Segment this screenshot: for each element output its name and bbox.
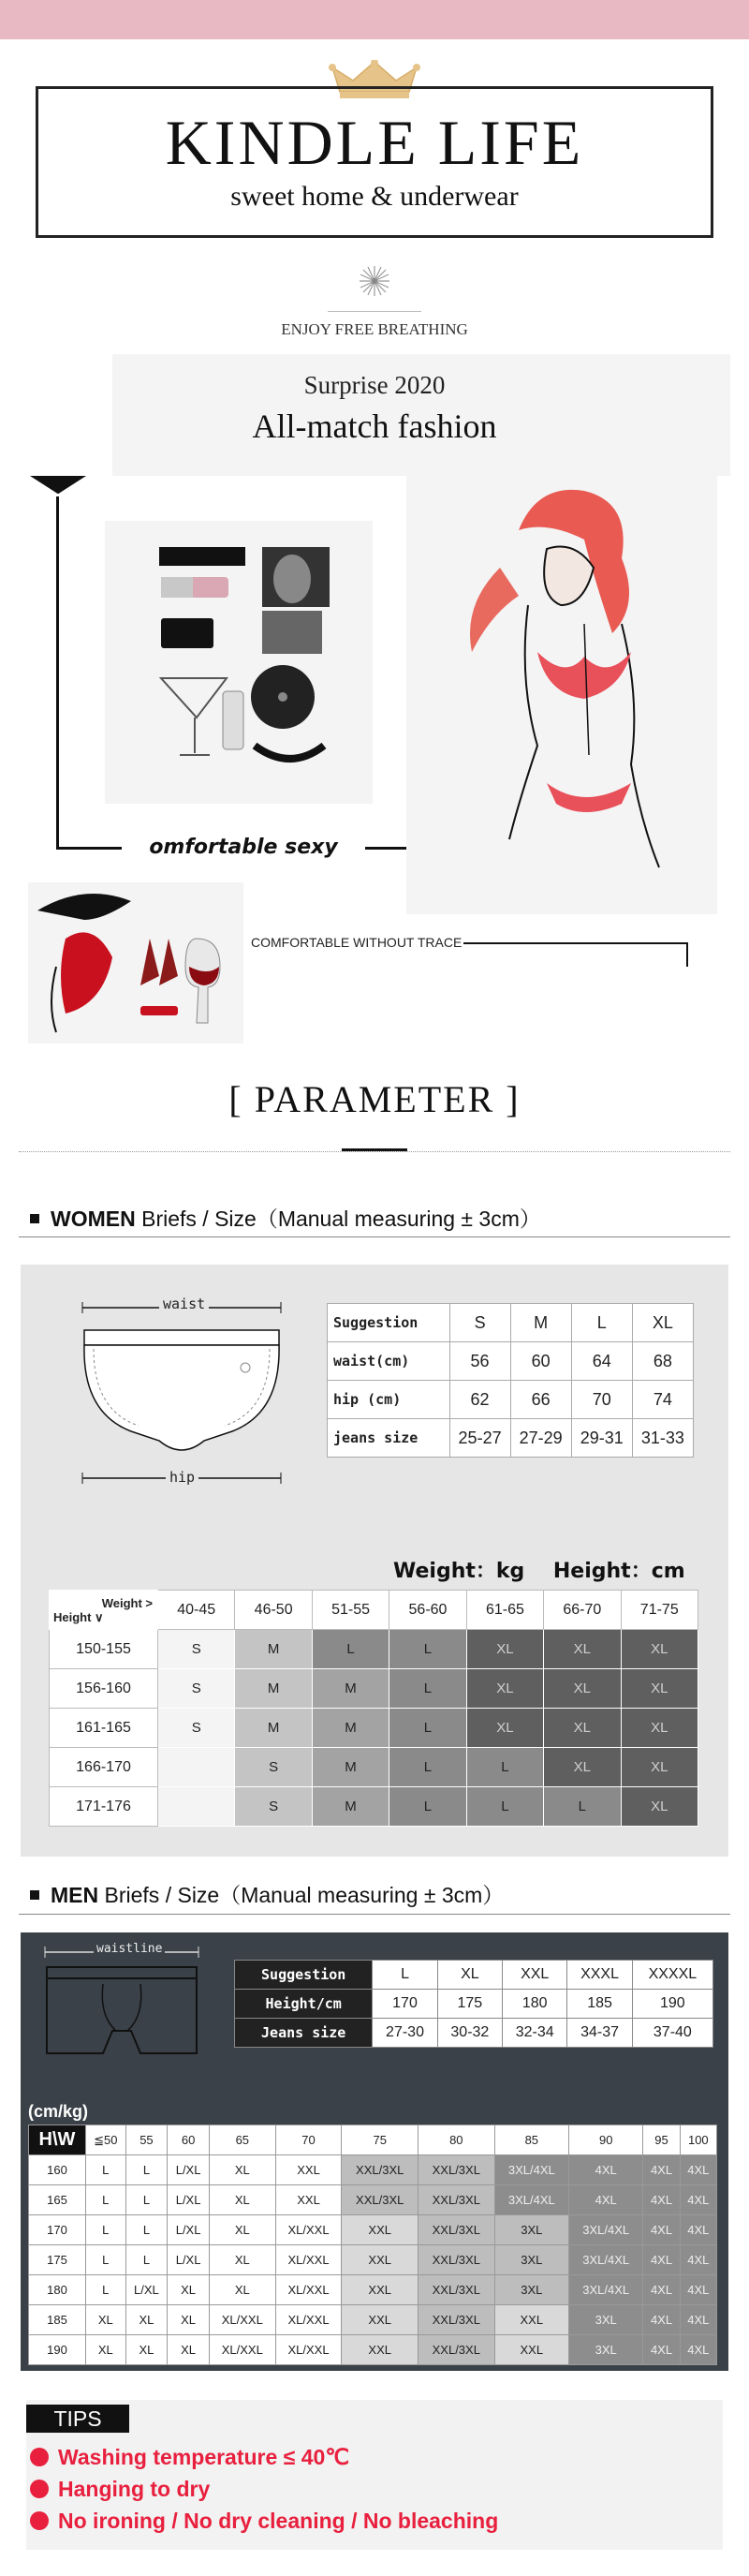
product-collage-art — [105, 521, 373, 804]
grid-height-cell: 150-155 — [50, 1630, 158, 1669]
grid-size-cell: L — [312, 1630, 389, 1669]
table-cell: 74 — [632, 1381, 693, 1419]
table-cell: 70 — [571, 1381, 632, 1419]
table-cell: 31-33 — [632, 1419, 693, 1458]
grid-weight-header: 70 — [275, 2125, 342, 2155]
grid-size-cell: XXL/3XL — [419, 2215, 495, 2245]
grid-size-cell: 4XL — [643, 2275, 680, 2305]
table-header-cell: S — [449, 1304, 510, 1342]
divider — [19, 1151, 730, 1152]
grid-size-cell: XL — [621, 1669, 698, 1709]
grid-height-cell: 185 — [29, 2305, 86, 2335]
divider — [19, 1236, 730, 1237]
table-row — [328, 1381, 694, 1419]
grid-size-cell: XL — [544, 1709, 621, 1748]
men-heading-rest: Briefs / Size（Manual measuring ± 3cm） — [98, 1883, 505, 1907]
grid-size-cell: 4XL — [569, 2185, 643, 2215]
grid-row — [50, 1669, 698, 1709]
grid-size-cell: XL — [621, 1709, 698, 1748]
grid-size-cell: XL — [544, 1630, 621, 1669]
grid-size-cell: XL — [544, 1748, 621, 1787]
table-header-cell: M — [510, 1304, 571, 1342]
grid-size-cell: XL — [466, 1630, 543, 1669]
grid-size-cell: 4XL — [680, 2275, 716, 2305]
grid-size-cell: XXL/3XL — [342, 2185, 419, 2215]
women-brief-diagram — [75, 1291, 290, 1497]
grid-row — [29, 2245, 717, 2275]
bullet-icon — [30, 1890, 39, 1900]
grid-size-cell — [158, 1787, 235, 1827]
divider — [19, 1914, 730, 1915]
grid-size-cell: 4XL — [643, 2335, 680, 2365]
grid-height-cell: 161-165 — [50, 1709, 158, 1748]
grid-size-cell: L/XL — [168, 2245, 210, 2275]
grid-size-cell: XL — [621, 1630, 698, 1669]
hip-label: hip — [166, 1469, 198, 1486]
grid-size-cell: 3XL — [569, 2305, 643, 2335]
bikini-icon — [28, 472, 88, 496]
table-header-cell: L — [373, 1961, 437, 1990]
grid-size-cell: XXL — [342, 2305, 419, 2335]
table-cell: 30-32 — [437, 2019, 502, 2048]
grid-weight-header: 61-65 — [466, 1591, 543, 1630]
grid-weight-header: 46-50 — [235, 1591, 312, 1630]
grid-size-cell: XL — [209, 2275, 275, 2305]
grid-size-cell: XL — [621, 1787, 698, 1827]
bullet-icon — [30, 2511, 49, 2530]
grid-size-cell: S — [158, 1709, 235, 1748]
grid-weight-header: 40-45 — [158, 1591, 235, 1630]
tagline: ENJOY FREE BREATHING — [281, 320, 468, 338]
grid-header-row — [50, 1591, 698, 1630]
brand-frame — [36, 86, 713, 238]
men-brief-diagram — [37, 1941, 206, 2072]
grid-size-cell: 3XL/4XL — [569, 2275, 643, 2305]
grid-size-cell: 4XL — [680, 2305, 716, 2335]
table-header-cell: XXXXL — [632, 1961, 712, 1990]
grid-row — [50, 1787, 698, 1827]
men-grid-unit: (cm/kg) — [28, 2102, 89, 2121]
women-heading-rest: Briefs / Size（Manual measuring ± 3cm） — [135, 1207, 541, 1231]
grid-size-cell: S — [235, 1787, 312, 1827]
grid-height-cell: 160 — [29, 2155, 86, 2185]
grid-size-cell: L — [86, 2155, 126, 2185]
table-cell: 27-30 — [373, 2019, 437, 2048]
divider — [328, 311, 421, 312]
grid-size-cell: XXL/3XL — [342, 2155, 419, 2185]
grid-weight-header: 66-70 — [544, 1591, 621, 1630]
bullet-icon — [30, 1214, 39, 1223]
grid-size-cell: XL — [621, 1748, 698, 1787]
frame-line — [365, 847, 408, 850]
grid-size-cell: XL — [125, 2335, 168, 2365]
bullet-icon — [30, 2480, 49, 2498]
grid-weight-header: 55 — [125, 2125, 168, 2155]
grid-size-cell: XL/XXL — [275, 2215, 342, 2245]
grid-weight-header: 65 — [209, 2125, 275, 2155]
grid-height-cell: 190 — [29, 2335, 86, 2365]
table-header-cell: XXL — [503, 1961, 567, 1990]
grid-size-cell — [158, 1748, 235, 1787]
table-cell: 66 — [510, 1381, 571, 1419]
frame-line — [56, 496, 59, 849]
grid-size-cell: L/XL — [125, 2275, 168, 2305]
grid-weight-header: ≦50 — [86, 2125, 126, 2155]
tag-comfortable-without-trace: COMFORTABLE WITHOUT TRACE — [251, 935, 463, 950]
grid-size-cell: XXL/3XL — [419, 2335, 495, 2365]
grid-height-cell: 165 — [29, 2185, 86, 2215]
grid-size-cell: XXL/3XL — [419, 2185, 495, 2215]
grid-size-cell: XL — [168, 2275, 210, 2305]
grid-size-cell: L — [389, 1669, 466, 1709]
table-cell: waist(cm) — [328, 1342, 450, 1381]
promo-line-1: Surprise 2020 — [303, 371, 446, 399]
grid-row — [50, 1709, 698, 1748]
grid-size-cell: XL — [168, 2305, 210, 2335]
table-cell: 68 — [632, 1342, 693, 1381]
grid-size-cell: XXL — [275, 2155, 342, 2185]
grid-size-cell: L — [544, 1787, 621, 1827]
grid-size-cell: XXL — [342, 2215, 419, 2245]
grid-row — [29, 2185, 717, 2215]
grid-size-cell: 4XL — [569, 2155, 643, 2185]
grid-row — [29, 2155, 717, 2185]
accessories-art — [28, 882, 243, 1044]
grid-size-cell: 3XL — [494, 2275, 568, 2305]
grid-size-cell: XL — [209, 2215, 275, 2245]
table-cell: 32-34 — [503, 2019, 567, 2048]
model-sketch-art — [406, 465, 717, 914]
grid-size-cell: L — [86, 2245, 126, 2275]
grid-size-cell: XXL — [342, 2245, 419, 2275]
table-cell: 25-27 — [449, 1419, 510, 1458]
table-header-cell: Suggestion — [328, 1304, 450, 1342]
women-size-grid — [49, 1590, 698, 1827]
grid-size-cell: XXL — [494, 2305, 568, 2335]
grid-size-cell: XL/XXL — [275, 2275, 342, 2305]
grid-row — [29, 2215, 717, 2245]
table-cell: 60 — [510, 1342, 571, 1381]
grid-size-cell: 4XL — [643, 2215, 680, 2245]
grid-size-cell: XXL — [494, 2335, 568, 2365]
grid-size-cell: 4XL — [643, 2155, 680, 2185]
grid-size-cell: XL — [86, 2335, 126, 2365]
grid-size-cell: 4XL — [643, 2305, 680, 2335]
table-cell: 62 — [449, 1381, 510, 1419]
grid-size-cell: 3XL — [494, 2215, 568, 2245]
table-cell: Jeans size — [235, 2019, 373, 2048]
grid-size-cell: M — [235, 1669, 312, 1709]
grid-corner-cell — [50, 1591, 158, 1630]
frame-line — [463, 942, 688, 944]
grid-size-cell: L/XL — [168, 2155, 210, 2185]
grid-row — [29, 2275, 717, 2305]
grid-size-cell: XL — [209, 2155, 275, 2185]
table-cell: 27-29 — [510, 1419, 571, 1458]
table-cell: Height/cm — [235, 1990, 373, 2019]
grid-weight-header: 80 — [419, 2125, 495, 2155]
grid-size-cell: 4XL — [680, 2185, 716, 2215]
frame-line — [686, 942, 688, 967]
table-header-cell: XXXL — [567, 1961, 632, 1990]
grid-weight-header: 100 — [680, 2125, 716, 2155]
tip-item — [30, 2509, 498, 2534]
grid-size-cell: XL/XXL — [275, 2305, 342, 2335]
grid-corner-cell: H\W — [29, 2125, 86, 2155]
grid-size-cell: 3XL/4XL — [494, 2185, 568, 2215]
grid-size-cell: XL — [125, 2305, 168, 2335]
grid-height-cell: 156-160 — [50, 1669, 158, 1709]
table-row — [328, 1342, 694, 1381]
grid-size-cell: L — [389, 1630, 466, 1669]
grid-height-cell: 175 — [29, 2245, 86, 2275]
grid-height-cell: 166-170 — [50, 1748, 158, 1787]
grid-weight-header: 95 — [643, 2125, 680, 2155]
table-cell: 190 — [632, 1990, 712, 2019]
grid-size-cell: XL — [466, 1709, 543, 1748]
grid-row — [29, 2305, 717, 2335]
grid-size-cell: 3XL/4XL — [569, 2245, 643, 2275]
grid-weight-header: 60 — [168, 2125, 210, 2155]
brand-title: KINDLE LIFE — [165, 107, 584, 178]
accessories-collage — [28, 882, 243, 1044]
men-heading-bold: MEN — [51, 1883, 99, 1907]
table-cell: 56 — [449, 1342, 510, 1381]
waist-label: waist — [159, 1295, 209, 1312]
grid-height-cell: 171-176 — [50, 1787, 158, 1827]
table-header-cell: Suggestion — [235, 1961, 373, 1990]
women-heading-bold: WOMEN — [51, 1207, 136, 1231]
grid-weight-header: 90 — [569, 2125, 643, 2155]
grid-size-cell: M — [312, 1787, 389, 1827]
tips-label: TIPS — [26, 2405, 129, 2433]
grid-size-cell: L — [466, 1748, 543, 1787]
table-cell: jeans size — [328, 1419, 450, 1458]
men-heading — [30, 1878, 504, 1909]
grid-size-cell: XXL/3XL — [419, 2275, 495, 2305]
grid-size-cell: XL — [209, 2185, 275, 2215]
grid-size-cell: L — [125, 2245, 168, 2275]
brand-subtitle: sweet home & underwear — [230, 181, 519, 212]
grid-size-cell: XL/XXL — [275, 2245, 342, 2275]
grid-size-cell: XL — [86, 2305, 126, 2335]
table-header-cell: L — [571, 1304, 632, 1342]
grid-size-cell: M — [235, 1709, 312, 1748]
grid-size-cell: XXL/3XL — [419, 2155, 495, 2185]
tip-item — [30, 2445, 349, 2470]
grid-size-cell: L — [125, 2155, 168, 2185]
grid-size-cell: XXL/3XL — [419, 2245, 495, 2275]
product-collage — [105, 521, 373, 804]
grid-corner-weight: Weight > — [101, 1595, 153, 1610]
tag-comfortable-sexy: omfortable sexy — [122, 830, 365, 866]
grid-size-cell: XXL — [342, 2275, 419, 2305]
top-color-bar — [0, 0, 749, 39]
grid-size-cell: L — [125, 2185, 168, 2215]
grid-size-cell: M — [235, 1630, 312, 1669]
men-size-table — [234, 1960, 713, 2048]
grid-weight-header: 51-55 — [312, 1591, 389, 1630]
grid-size-cell: S — [158, 1630, 235, 1669]
table-row — [328, 1419, 694, 1458]
grid-size-cell: L — [389, 1748, 466, 1787]
grid-weight-header: 75 — [342, 2125, 419, 2155]
grid-size-cell: 4XL — [680, 2215, 716, 2245]
grid-size-cell: 4XL — [680, 2335, 716, 2365]
grid-height-cell: 180 — [29, 2275, 86, 2305]
table-row — [235, 1990, 713, 2019]
grid-size-cell: XXL — [342, 2335, 419, 2365]
grid-size-cell: XXL — [275, 2185, 342, 2215]
waistline-label: waistline — [94, 1942, 165, 1956]
table-cell: 185 — [567, 1990, 632, 2019]
grid-size-cell: S — [235, 1748, 312, 1787]
grid-row — [50, 1748, 698, 1787]
grid-size-cell: L — [86, 2185, 126, 2215]
grid-size-cell: M — [312, 1669, 389, 1709]
grid-header-row — [29, 2125, 717, 2155]
grid-size-cell: L — [125, 2215, 168, 2245]
grid-size-cell: XL — [544, 1669, 621, 1709]
table-cell: 29-31 — [571, 1419, 632, 1458]
women-grid-caption: Weight：kg Height：cm — [393, 1560, 685, 1583]
grid-size-cell: XXL/3XL — [419, 2305, 495, 2335]
frame-line — [56, 847, 122, 850]
grid-size-cell: L — [86, 2215, 126, 2245]
table-header-row — [328, 1304, 694, 1342]
grid-size-cell: 4XL — [680, 2155, 716, 2185]
grid-size-cell: XL/XXL — [209, 2305, 275, 2335]
grid-size-cell: 3XL/4XL — [569, 2215, 643, 2245]
grid-corner-height: Height ∨ — [53, 1609, 104, 1624]
tip-text: Hanging to dry — [58, 2477, 211, 2501]
tip-text: Washing temperature ≤ 40℃ — [58, 2445, 350, 2469]
grid-size-cell: M — [312, 1748, 389, 1787]
grid-weight-header: 56-60 — [389, 1591, 466, 1630]
promo-line-2: All-match fashion — [252, 407, 497, 445]
table-cell: 34-37 — [567, 2019, 632, 2048]
table-header-cell: XL — [437, 1961, 502, 1990]
parameter-title: [ PARAMETER ] — [228, 1078, 521, 1120]
bullet-icon — [30, 2448, 49, 2466]
grid-weight-header: 71-75 — [621, 1591, 698, 1630]
grid-size-cell: L — [466, 1787, 543, 1827]
women-heading — [30, 1202, 541, 1233]
grid-size-cell: L/XL — [168, 2185, 210, 2215]
flower-icon — [356, 262, 393, 300]
table-cell: 37-40 — [632, 2019, 712, 2048]
grid-size-cell: 3XL — [494, 2245, 568, 2275]
grid-weight-header: 85 — [494, 2125, 568, 2155]
grid-height-cell: 170 — [29, 2215, 86, 2245]
men-size-grid — [28, 2124, 717, 2365]
table-row — [235, 2019, 713, 2048]
table-cell: 175 — [437, 1990, 502, 2019]
grid-row — [29, 2335, 717, 2365]
grid-size-cell: XL — [466, 1669, 543, 1709]
grid-size-cell: XL/XXL — [275, 2335, 342, 2365]
tip-item — [30, 2477, 210, 2502]
grid-size-cell: 4XL — [643, 2245, 680, 2275]
fashion-sketch — [406, 465, 717, 914]
grid-size-cell: XL/XXL — [209, 2335, 275, 2365]
grid-size-cell: 3XL/4XL — [494, 2155, 568, 2185]
table-cell: hip (cm) — [328, 1381, 450, 1419]
women-size-table — [327, 1303, 694, 1458]
grid-size-cell: 3XL — [569, 2335, 643, 2365]
grid-size-cell: 4XL — [643, 2185, 680, 2215]
table-cell: 64 — [571, 1342, 632, 1381]
grid-size-cell: L/XL — [168, 2215, 210, 2245]
grid-size-cell: L — [86, 2275, 126, 2305]
tip-text: No ironing / No dry cleaning / No bleaching — [58, 2509, 499, 2533]
grid-size-cell: L — [389, 1709, 466, 1748]
grid-size-cell: M — [312, 1709, 389, 1748]
table-cell: 170 — [373, 1990, 437, 2019]
grid-size-cell: L — [389, 1787, 466, 1827]
table-header-row — [235, 1961, 713, 1990]
table-cell: 180 — [503, 1990, 567, 2019]
grid-row — [50, 1630, 698, 1669]
grid-size-cell: XL — [209, 2245, 275, 2275]
grid-size-cell: S — [158, 1669, 235, 1709]
grid-size-cell: XL — [168, 2335, 210, 2365]
table-header-cell: XL — [632, 1304, 693, 1342]
grid-size-cell: 4XL — [680, 2245, 716, 2275]
